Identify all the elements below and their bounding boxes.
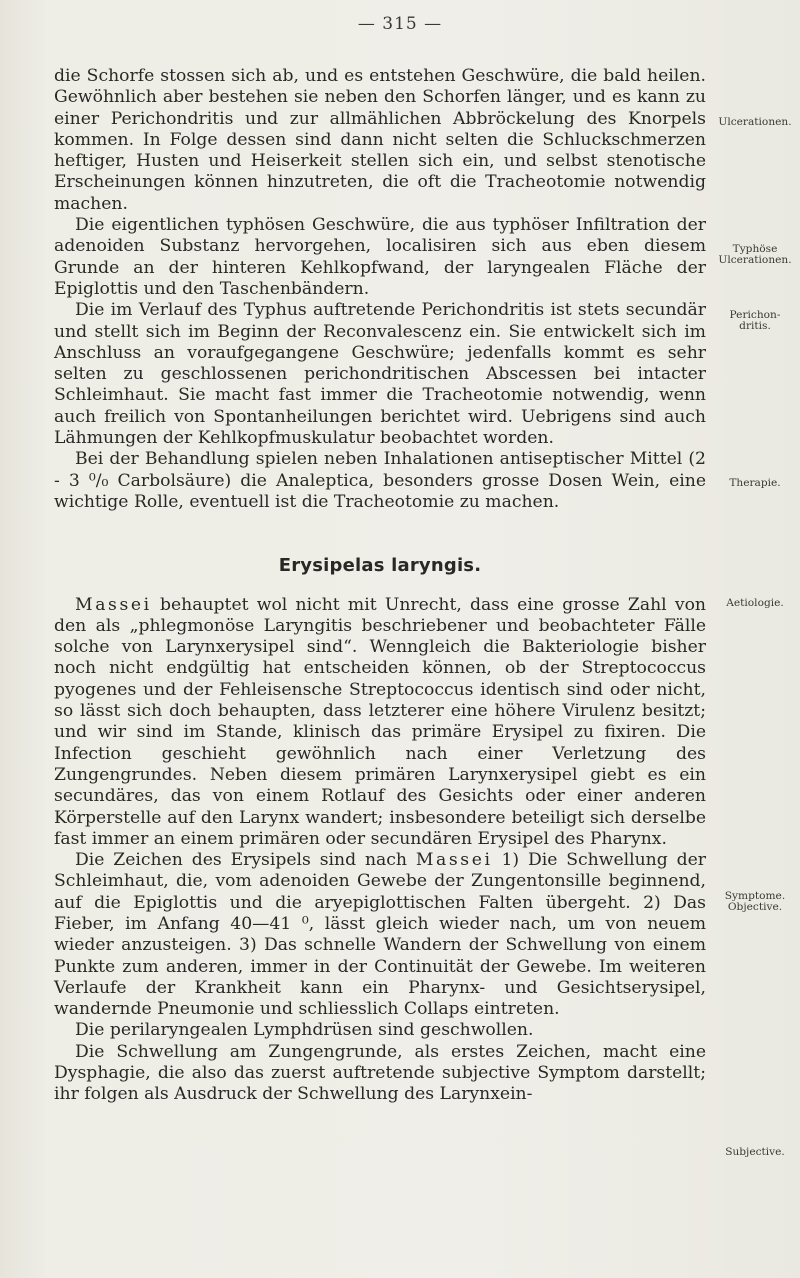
margin-note-line: Perichon- <box>729 309 781 321</box>
paragraph-zeichen-start: Die Zeichen des Erysipels sind nach <box>75 850 416 871</box>
margin-note-line: Symptome. <box>724 890 786 902</box>
paragraph-schorfe: die Schorfe stossen sich ab, und es entstehen Geschwüre, die bald heilen. Gewöhnlich aber bestehen sie neben den Schorfen länger, und es kann zu einer Perichondritis und zur allmählichen Abbröckelung des Knorpels kommen. In Folge dessen sind dann nicht selten die Schluckschmerzen heftiger, Husten und Heiserkeit stellen sich ein, und selbst stenotische Erscheinungen können hinzutreten, die oft die Tracheotomie notwendig machen. <box>54 66 706 214</box>
text-column <box>54 66 706 1106</box>
margin-note-line: Ulcerationen. <box>718 254 792 266</box>
paragraph-massei <box>54 595 706 851</box>
margin-note-symptome <box>712 891 798 913</box>
margin-note-line: Objective. <box>727 901 783 913</box>
margin-note-typhoese <box>712 244 798 266</box>
margin-note-aetiologie: Aetiologie. <box>726 597 784 609</box>
author-name: Massei <box>415 850 493 871</box>
margin-note-subjective: Subjective. <box>725 1146 785 1158</box>
page-number: — 315 — <box>357 14 443 34</box>
paragraph-typhoese-geschwuere: Die eigentlichen typhösen Geschwüre, die aus typhöser Infiltration der adenoiden Substanz hervorgehen, localisiren sich aus eben diesem Grunde an der hinteren Kehlkopfwand, der laryngealen Fläche der Epiglottis und den Taschenbändern. <box>54 215 706 299</box>
paragraph-zeichen <box>54 850 706 1020</box>
margin-note-line: dritis. <box>739 320 771 332</box>
paragraph-massei-text: behauptet wol nicht mit Unrecht, dass eine grosse Zahl von den als „phlegmonöse Laryngitis beschriebener und beobachteter Fälle solche von Larynxerysipel sind“. Wenngleich die Bakteriologie bisher noch nicht endgültig hat entscheiden können, ob der Streptococcus pyogenes und der Fehleisensche Streptococcus identisch sind oder nicht, so lässt sich doch behaupten, dass letzterer eine höhere Virulenz besitzt; und wir sind im Stande, klinisch das primäre Erysipel zu fixiren. Die Infection geschieht gewöhnlich nach einer Verletzung des Zungengrundes. Neben diesem primären Larynxerysipel giebt es ein secundäres, das von einem Rotlauf des Gesichts oder einer anderen Körperstelle auf den Larynx wandert; insbesondere beteiligt sich derselbe fast immer an einem primären oder secundären Erysipel des Pharynx. <box>54 594 706 849</box>
paragraph-perichondritis: Die im Verlauf des Typhus auftretende Perichondritis ist stets secundär und stellt sich im Beginn der Reconvalescenz ein. Sie entwickelt sich im Anschluss an voraufgegangene Geschwüre; jedenfalls kommt es sehr selten zu geschlossenen perichondritischen Abscessen bei intacter Schleimhaut. Sie macht fast immer die Tracheotomie notwendig, wenn auch freilich von Spontanheilungen berichtet wird. Uebrigens sind auch Lähmungen der Kehlkopfmuskulatur beobachtet worden. <box>54 300 706 449</box>
paragraph-zeichen-rest: 1) Die Schwellung der Schleimhaut, die, vom adenoiden Gewebe der Zungentonsille beginnend, auf die Epiglottis und die aryepiglottischen Falten übergeht. 2) Das Fieber, im Anfang 40—41 ⁰, lässt gleich wieder nach, um von neuem wieder anzusteigen. 3) Das schnelle Wandern der Schwellung von einem Punkte zum anderen, immer in der Continuität der Gewebe. Im weiteren Verlaufe der Krankheit kann ein Pharynx- und Gesichtserysipel, wandernde Pneumonie und schliesslich Collaps eintreten. <box>54 850 706 1020</box>
margin-note-ulcerationen: Ulcerationen. <box>718 116 792 128</box>
paragraph-lymphdruesen: Die perilaryngealen Lymphdrüsen sind geschwollen. <box>75 1020 534 1041</box>
margin-note-perichondritis <box>712 310 798 332</box>
paragraph-schwellung: Die Schwellung am Zungengrunde, als erstes Zeichen, macht eine Dysphagie, die also das zuerst auftretende subjective Symptom darstellt; ihr folgen als Ausdruck der Schwellung des Larynxein- <box>54 1041 706 1105</box>
margin-note-line: Typhöse <box>732 243 778 255</box>
author-name: Massei <box>75 594 152 615</box>
paragraph-behandlung: Bei der Behandlung spielen neben Inhalationen antiseptischer Mittel (2 - 3 ⁰/₀ Carbolsäure) die Analeptica, besonders grosse Dosen Wein, eine wichtige Rolle, eventuell ist die Tracheotomie zu machen. <box>54 449 706 512</box>
section-heading: Erysipelas laryngis. <box>278 555 482 577</box>
margin-note-therapie: Therapie. <box>729 477 781 489</box>
